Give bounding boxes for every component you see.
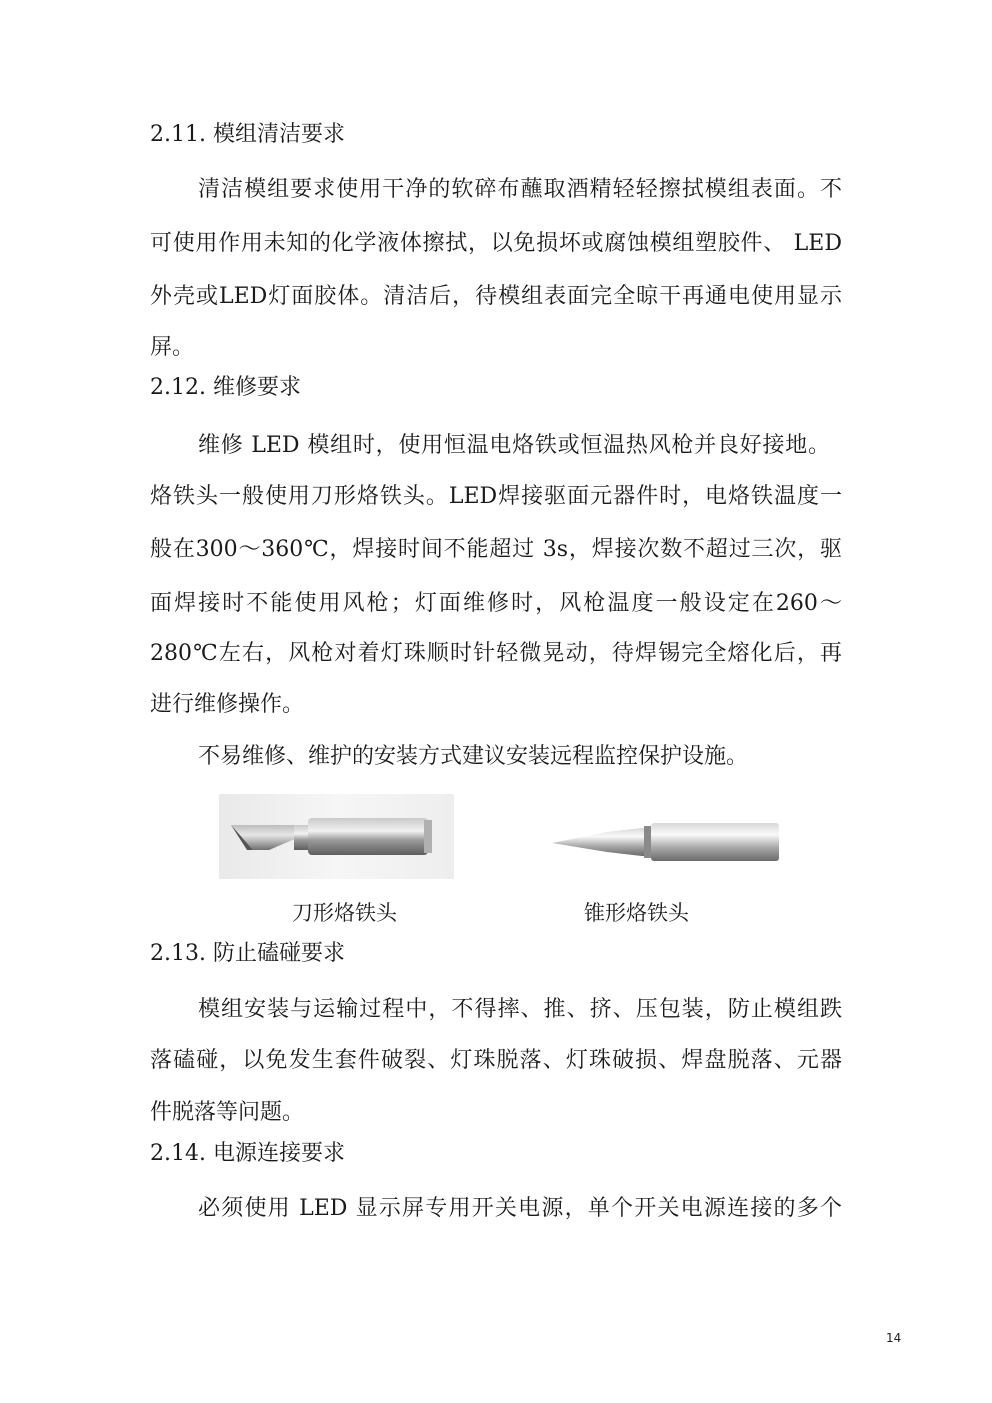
- knife-tip-icon: [219, 794, 454, 879]
- figure-caption-right: 锥形烙铁头: [584, 901, 689, 925]
- heading-2-11: 2.11. 模组清洁要求: [150, 122, 345, 147]
- heading-2-12: 2.12. 维修要求: [150, 375, 301, 400]
- paragraph-line: 烙铁头一般使用刀形烙铁头。LED焊接驱面元器件时，电烙铁温度一: [150, 484, 842, 509]
- paragraph-line: 可使用作用未知的化学液体擦拭，以免损坏或腐蚀模组塑胶件、 LED: [150, 231, 842, 256]
- paragraph-line: 维修 LED 模组时，使用恒温电烙铁或恒温热风枪并良好接地。: [198, 433, 830, 458]
- paragraph-note: 不易维修、维护的安装方式建议安装远程监控保护设施。: [198, 744, 749, 769]
- paragraph-line: 模组安装与运输过程中，不得摔、推、挤、压包装，防止模组跌: [198, 997, 842, 1022]
- paragraph-line: 280℃左右，风枪对着灯珠顺时针轻微晃动，待焊锡完全熔化后，再: [150, 641, 842, 666]
- paragraph-line: 面焊接时不能使用风枪；灯面维修时，风枪温度一般设定在260～: [150, 591, 842, 616]
- paragraph-line: 般在300～360℃，焊接时间不能超过 3s，焊接次数不超过三次，驱: [150, 537, 842, 562]
- paragraph-line: 屏。: [150, 335, 195, 360]
- paragraph-line: 清洁模组要求使用干净的软碎布蘸取酒精轻轻擦拭模组表面。不: [198, 177, 842, 202]
- knife-tip-image: [219, 794, 454, 879]
- paragraph-line: 外壳或LED灯面胶体。清洁后，待模组表面完全晾干再通电使用显示: [150, 284, 842, 309]
- paragraph-line: 必须使用 LED 显示屏专用开关电源，单个开关电源连接的多个: [198, 1196, 842, 1221]
- conical-tip-icon: [552, 820, 780, 864]
- conical-tip-image: [552, 820, 780, 864]
- page-number: 14: [886, 1331, 902, 1345]
- figure-caption-left: 刀形烙铁头: [292, 901, 397, 925]
- paragraph-line: 落磕碰，以免发生套件破裂、灯珠脱落、灯珠破损、焊盘脱落、元器: [150, 1048, 842, 1073]
- heading-2-14: 2.14. 电源连接要求: [150, 1141, 345, 1166]
- paragraph-line: 件脱落等问题。: [150, 1100, 305, 1125]
- heading-2-13: 2.13. 防止磕碰要求: [150, 941, 345, 966]
- paragraph-line: 进行维修操作。: [150, 692, 305, 717]
